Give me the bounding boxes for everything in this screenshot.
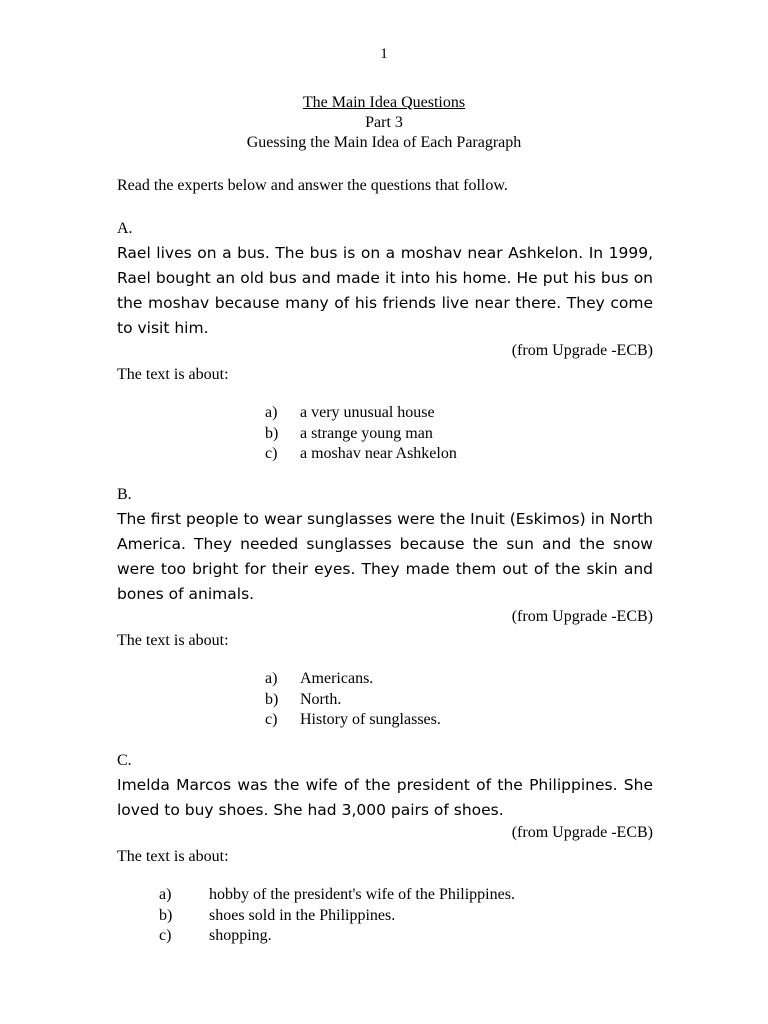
- answer-option-b: [265, 690, 653, 711]
- option-label: c): [265, 711, 278, 728]
- question-prompt: The text is about:: [117, 632, 229, 649]
- option-label: c): [159, 927, 172, 944]
- answer-option-c: [159, 926, 653, 947]
- passage-text: The first people to wear sunglasses were the Inuit (Eskimos) in North America. They needed sunglasses because the sun and the snow were too bright for their eyes. They made them out of the skin and bones of animals.: [117, 510, 653, 603]
- section-b: [117, 485, 653, 731]
- answer-option-a: [265, 403, 653, 424]
- passage-source: (from Upgrade -ECB): [511, 608, 653, 625]
- question-prompt: The text is about:: [117, 848, 229, 865]
- question-prompt: The text is about:: [117, 366, 229, 383]
- document-part: Part 3: [365, 114, 403, 131]
- option-text: shopping.: [209, 927, 272, 944]
- option-label: b): [265, 690, 279, 708]
- option-label: a): [265, 404, 278, 421]
- option-text: History of sunglasses.: [300, 711, 441, 728]
- page-number: 1: [380, 46, 388, 62]
- answer-option-a: [265, 669, 653, 690]
- section-letter: A.: [117, 220, 133, 237]
- instructions: Read the experts below and answer the questions that follow.: [117, 177, 508, 194]
- passage-source: (from Upgrade -ECB): [511, 824, 653, 841]
- option-text: shoes sold in the Philippines.: [209, 906, 396, 924]
- option-text: Americans.: [300, 670, 374, 687]
- answer-option-a: [159, 885, 653, 906]
- document-title: The Main Idea Questions: [302, 94, 466, 111]
- section-letter: C.: [117, 752, 132, 769]
- answer-option-c: [265, 710, 653, 731]
- passage-text: Rael lives on a bus. The bus is on a moshav near Ashkelon. In 1999, Rael bought an old bus and made it into his home. He put his bus on the moshav because many of his friends live near there. They come to visit him.: [117, 244, 653, 337]
- answer-option-c: [265, 444, 653, 465]
- passage-text: Imelda Marcos was the wife of the president of the Philippines. She loved to buy shoes. She had 3,000 pairs of shoes.: [117, 776, 653, 819]
- section-c: [117, 751, 653, 947]
- option-text: a strange young man: [300, 424, 433, 442]
- option-text: a moshav near Ashkelon: [300, 445, 457, 462]
- option-label: a): [265, 670, 278, 687]
- option-text: North.: [300, 690, 342, 708]
- section-letter: B.: [117, 486, 132, 503]
- option-label: a): [159, 886, 172, 903]
- option-text: a very unusual house: [300, 404, 435, 421]
- answer-options: [265, 403, 653, 465]
- answer-option-b: [265, 424, 653, 445]
- passage-source: (from Upgrade -ECB): [511, 342, 653, 359]
- section-a: [117, 219, 653, 465]
- option-label: c): [265, 445, 278, 462]
- document-subtitle: Guessing the Main Idea of Each Paragraph: [246, 134, 522, 151]
- option-text: hobby of the president's wife of the Philippines.: [209, 886, 515, 903]
- option-label: b): [265, 424, 279, 442]
- answer-options: [159, 885, 653, 947]
- document-header: [0, 93, 768, 153]
- answer-option-b: [159, 906, 653, 927]
- answer-options: [265, 669, 653, 731]
- option-label: b): [159, 906, 173, 924]
